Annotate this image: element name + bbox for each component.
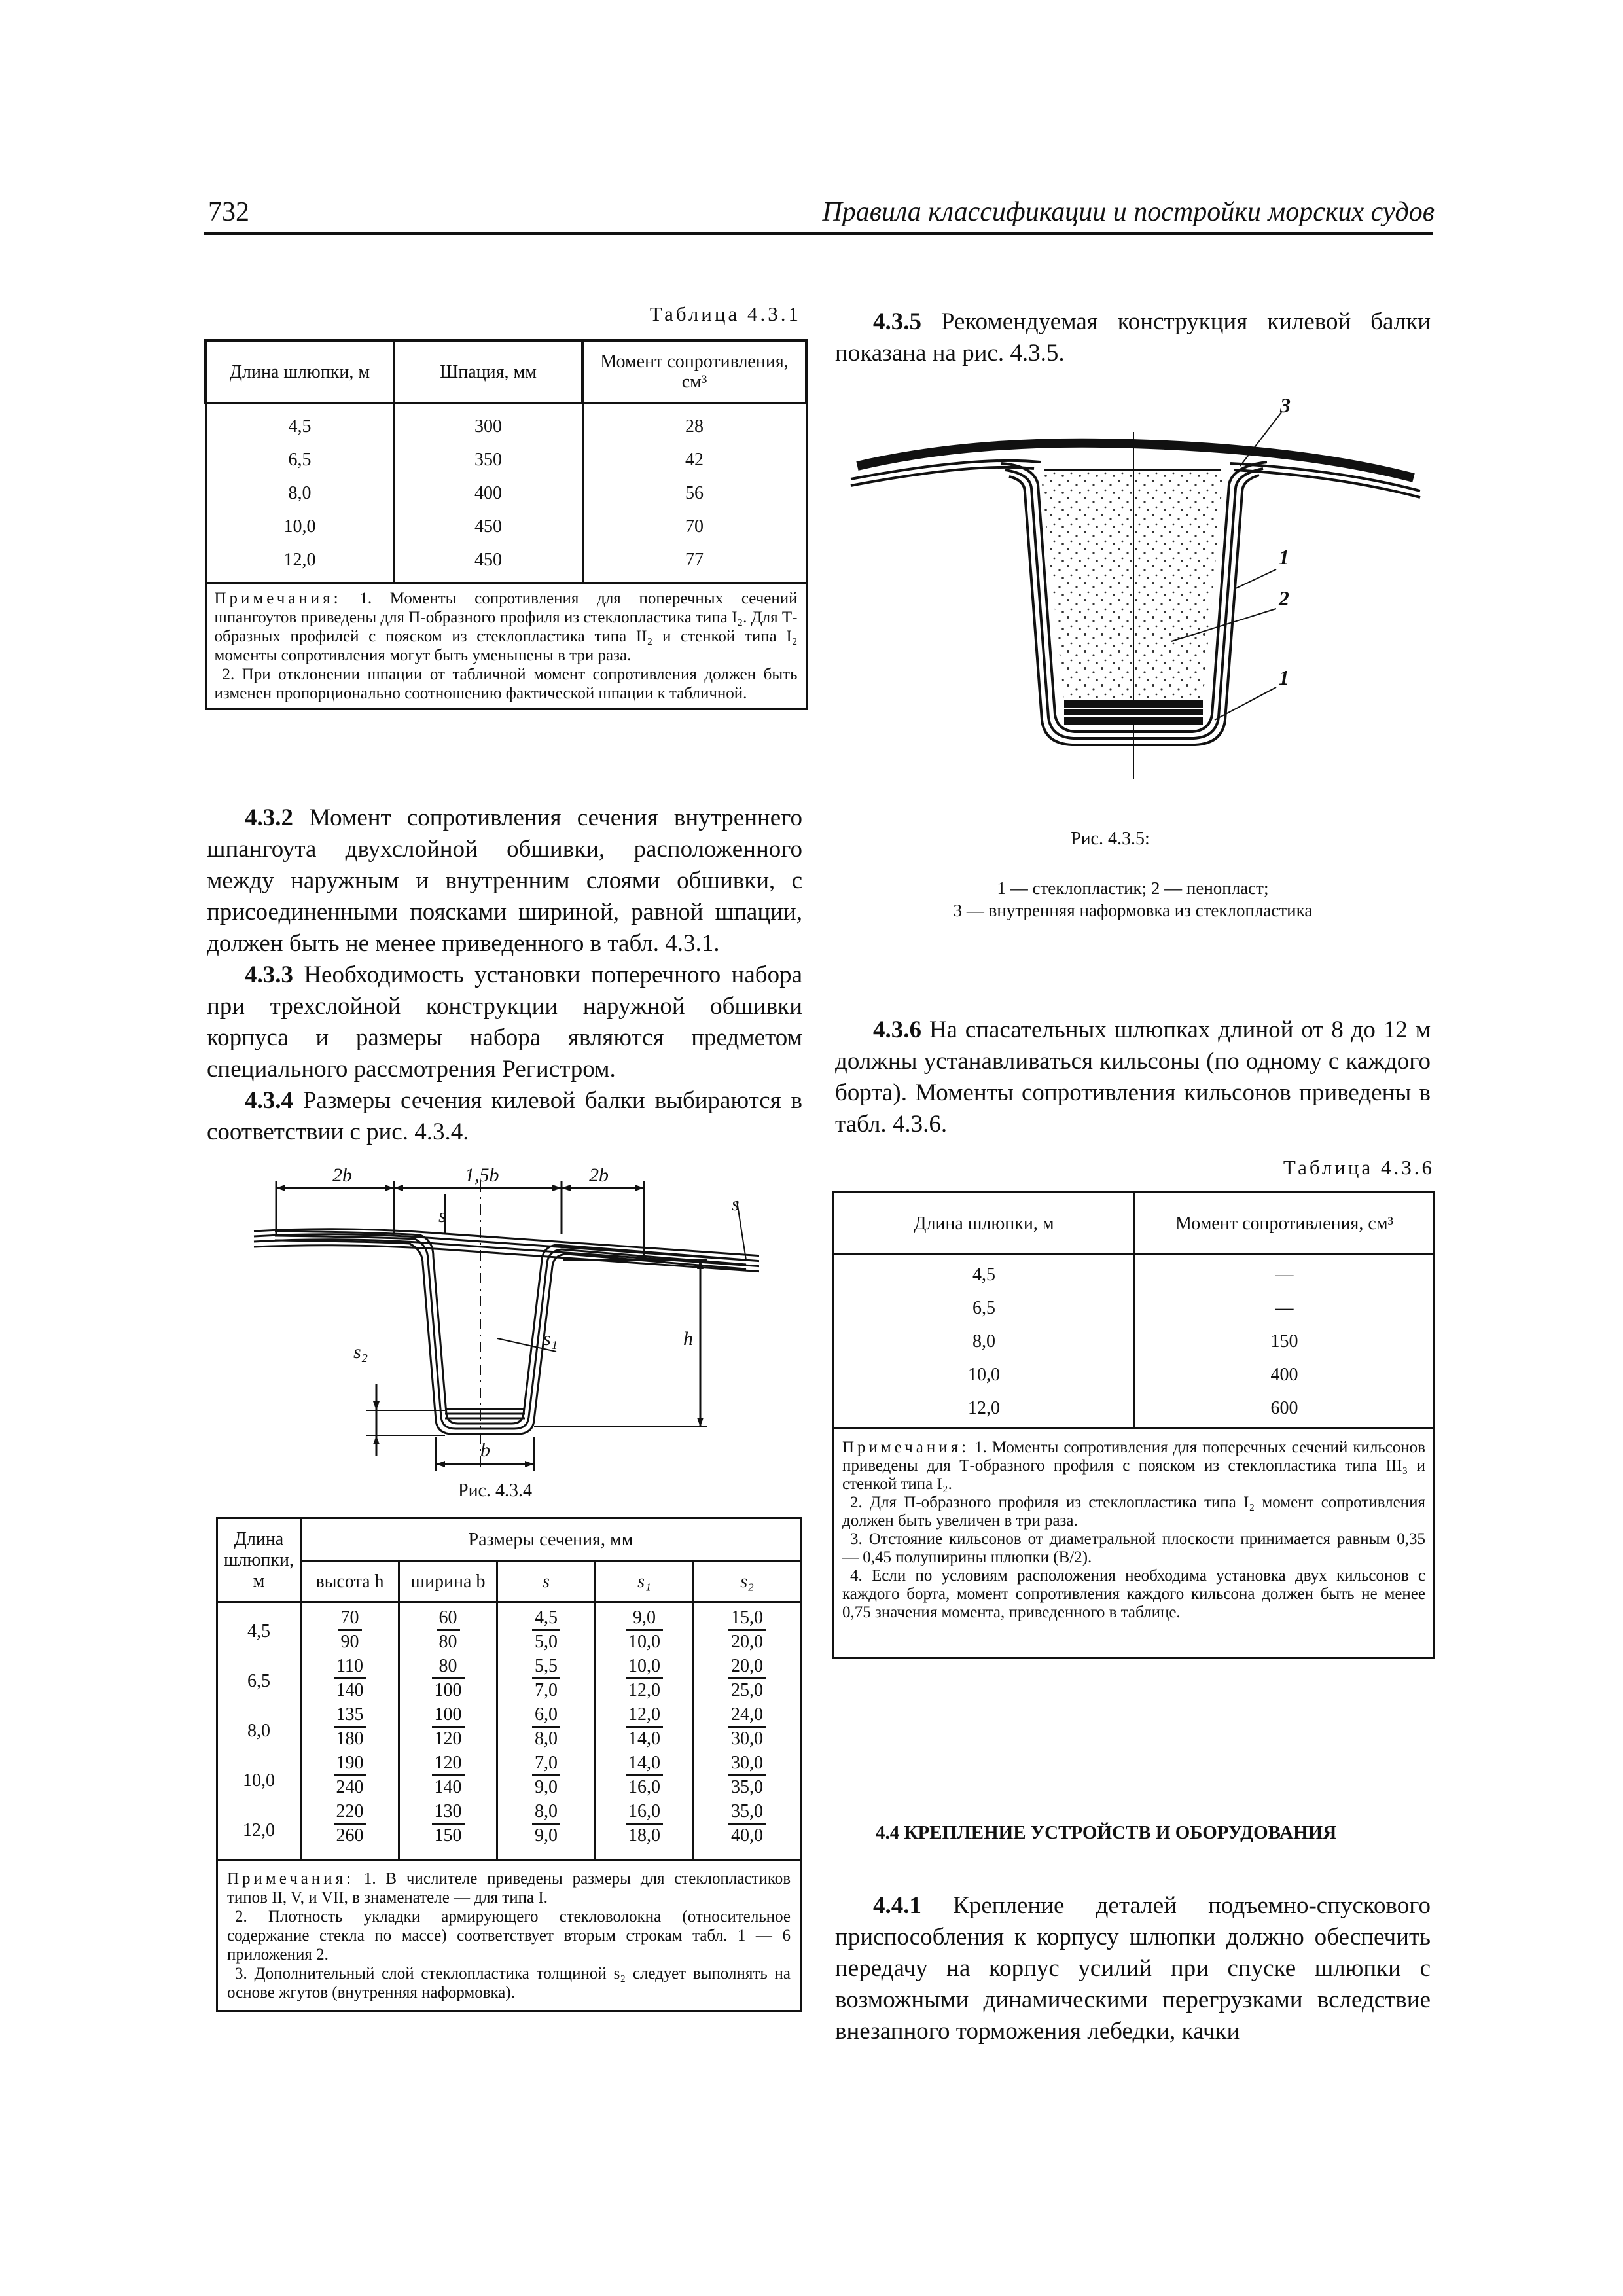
denominator: 180 xyxy=(336,1729,364,1749)
note-3: 3. Отстояние кильсонов от диаметральной плоскости принимается равным 0,35 — 0,45 полуширины шлюпки (B/2). xyxy=(842,1530,1425,1566)
numerator: 120 xyxy=(432,1752,465,1776)
denominator: 10,0 xyxy=(628,1632,660,1652)
table-cell: — xyxy=(1275,1298,1294,1318)
numerator: 80 xyxy=(432,1655,465,1679)
fig-434-label-b: b xyxy=(480,1439,490,1461)
left-text-block xyxy=(207,802,802,1148)
denominator: 8,0 xyxy=(535,1729,558,1749)
table-436-col-moment xyxy=(1135,1255,1435,1429)
clause-number: 4.3.4 xyxy=(245,1087,293,1114)
figure-434-caption: Рис. 4.3.4 xyxy=(458,1480,532,1501)
section-44-title: 4.4 КРЕПЛЕНИЕ УСТРОЙСТВ И ОБОРУДОВАНИЯ xyxy=(876,1822,1337,1843)
denominator: 80 xyxy=(438,1632,457,1652)
denominator: 90 xyxy=(340,1632,359,1652)
table-cell: 12,0 xyxy=(283,550,316,570)
fraction xyxy=(728,1655,766,1702)
fig-435-label-2: 2 xyxy=(1279,586,1289,610)
table-cell: 8,0 xyxy=(972,1331,995,1352)
denominator: 35,0 xyxy=(731,1777,763,1797)
fig-434-dim-2b-left: 2b xyxy=(332,1164,352,1186)
fig-435-label-3: 3 xyxy=(1280,393,1291,417)
clause-number: 4.3.2 xyxy=(245,804,293,831)
fig-434-dim-2b-right: 2b xyxy=(589,1164,609,1186)
fraction xyxy=(626,1655,663,1702)
table-cell: 10,0 xyxy=(283,516,316,537)
fraction xyxy=(334,1801,366,1847)
numerator: 14,0 xyxy=(626,1752,663,1776)
table-436-col-length xyxy=(834,1255,1135,1429)
table-434-header-b: ширина b xyxy=(399,1562,497,1602)
note-1: 1. В числителе приведены размеры для стеклопластиков типов II, V, и VII, в знаменателе — для типа I. xyxy=(227,1870,791,1907)
table-434 xyxy=(216,1517,802,2012)
table-434-notes xyxy=(217,1861,801,2011)
table-cell: 400 xyxy=(474,483,502,503)
table-434-header-s: s xyxy=(497,1562,596,1602)
table-cell: 6,5 xyxy=(288,450,312,470)
table-431-header-spacing: Шпация, мм xyxy=(394,340,582,403)
paragraph-text: Размеры сечения килевой балки выбираются в соответствии с рис. 4.3.4. xyxy=(207,1087,802,1145)
table-cell: 4,5 xyxy=(247,1621,270,1641)
fraction xyxy=(728,1752,766,1799)
table-cell: 8,0 xyxy=(247,1721,270,1741)
table-434-col-s2 xyxy=(694,1602,801,1861)
table-434-col-h xyxy=(301,1602,399,1861)
figure-435-legend xyxy=(835,877,1431,922)
fraction xyxy=(626,1752,663,1799)
paragraph-text: Необходимость установки поперечного набора при трехслойной конструкции наружной обшивки корпуса и размеры набора являются предметом специального рассмотрения Регистром. xyxy=(207,961,802,1083)
paragraph-text: Момент сопротивления сечения внутреннего шпангоута двухслойной обшивки, расположенного между наружным и внутренним слоями обшивки, с присоединенными поясками шириной, равной шпации, должен быть не менее приведенного в табл. 4.3.1. xyxy=(207,804,802,957)
table-cell: 42 xyxy=(685,450,704,470)
table-434-header-s1: s₁ xyxy=(596,1562,694,1602)
table-cell: 56 xyxy=(685,483,704,503)
table-434-header-length: Длина шлюпки, м xyxy=(217,1518,301,1602)
header-rule xyxy=(204,232,1433,235)
table-431-header-moment: Момент сопротивления, см³ xyxy=(582,340,806,403)
fraction xyxy=(532,1607,560,1653)
table-434-col-s1 xyxy=(596,1602,694,1861)
numerator: 4,5 xyxy=(532,1607,560,1631)
legend-line-2: 3 — внутренняя наформовка из стеклопластика xyxy=(953,901,1313,920)
denominator: 120 xyxy=(434,1729,462,1749)
table-431-header-length: Длина шлюпки, м xyxy=(205,340,394,403)
table-436-header-length: Длина шлюпки, м xyxy=(834,1193,1135,1255)
fig-434-label-s1: s₁ xyxy=(543,1328,558,1350)
note-2: 2. Плотность укладки армирующего стекловолокна (относительное содержание стекла по массе) соответствует вторым строкам табл. 1 — 6 приложения 2. xyxy=(227,1908,791,1964)
fig-434-label-h: h xyxy=(683,1328,693,1350)
table-cell: 350 xyxy=(474,450,502,470)
running-title: Правила классификации и постройки морских судов xyxy=(822,197,1435,227)
fraction xyxy=(334,1655,366,1702)
table-cell: 10,0 xyxy=(968,1365,1000,1385)
numerator: 60 xyxy=(437,1607,460,1631)
paragraph-text: На спасательных шлюпках длиной от 8 до 12 м должны устанавливаться кильсоны (по одному с каждого борта). Моменты сопротивления кильсонов приведены в табл. 4.3.6. xyxy=(835,1016,1431,1138)
numerator: 135 xyxy=(334,1704,366,1728)
table-434-col-s xyxy=(497,1602,596,1861)
paragraph-434 xyxy=(207,1085,802,1148)
table-cell: 400 xyxy=(1270,1365,1298,1385)
numerator: 6,0 xyxy=(532,1704,560,1728)
notes-lead: Примечания: xyxy=(227,1870,355,1888)
denominator: 7,0 xyxy=(535,1680,558,1700)
fraction xyxy=(334,1752,366,1799)
notes-lead: Примечания: xyxy=(842,1439,970,1456)
table-cell: 450 xyxy=(474,516,502,537)
table-434-header-s2: s₂ xyxy=(694,1562,801,1602)
numerator: 70 xyxy=(338,1607,362,1631)
paragraph-433 xyxy=(207,960,802,1085)
fraction xyxy=(728,1607,766,1653)
denominator: 30,0 xyxy=(731,1729,763,1749)
figure-435-keel-construction-drawing xyxy=(844,393,1433,798)
denominator: 140 xyxy=(434,1777,462,1797)
fraction xyxy=(432,1704,465,1750)
paragraph-text: Рекомендуемая конструкция килевой балки показана на рис. 4.3.5. xyxy=(835,308,1431,367)
table-cell: — xyxy=(1275,1265,1294,1285)
table-cell: 600 xyxy=(1270,1398,1298,1418)
table-436-header-moment: Момент сопротивления, см³ xyxy=(1135,1193,1435,1255)
numerator: 7,0 xyxy=(532,1752,560,1776)
fraction xyxy=(338,1607,362,1653)
numerator: 130 xyxy=(432,1801,465,1825)
denominator: 260 xyxy=(336,1825,364,1846)
fig-434-label-s-top: s xyxy=(438,1205,446,1227)
paragraph-436 xyxy=(835,1014,1431,1140)
page-number: 732 xyxy=(208,197,249,227)
fraction xyxy=(532,1752,560,1799)
figure-434-keel-section-drawing xyxy=(249,1162,759,1479)
table-434-col-length xyxy=(217,1602,301,1861)
note-3: 3. Дополнительный слой стеклопластика толщиной s₂ следует выполнять на основе жгутов (внутренняя наформовка). xyxy=(227,1965,791,2001)
paragraph-text: Крепление деталей подъемно-спускового приспособления к корпусу шлюпки должно обеспечить передачу на корпус усилий при спуске шлюпки с возможными динамическими перегрузками вследствие внезапного торможения лебедки, качки xyxy=(835,1892,1431,2045)
numerator: 100 xyxy=(432,1704,465,1728)
table-cell: 6,5 xyxy=(972,1298,995,1318)
table-431 xyxy=(204,339,808,710)
table-cell: 8,0 xyxy=(288,483,312,503)
table-431-caption: Таблица 4.3.1 xyxy=(649,302,801,325)
numerator: 220 xyxy=(334,1801,366,1825)
table-cell: 150 xyxy=(1270,1331,1298,1352)
denominator: 9,0 xyxy=(535,1777,558,1797)
denominator: 40,0 xyxy=(731,1825,763,1846)
denominator: 12,0 xyxy=(628,1680,660,1700)
table-cell: 70 xyxy=(685,516,704,537)
fig-434-label-s2: s₂ xyxy=(353,1341,368,1363)
fraction xyxy=(432,1655,465,1702)
table-434-header-h: высота h xyxy=(301,1562,399,1602)
denominator: 18,0 xyxy=(628,1825,660,1846)
clause-number: 4.3.3 xyxy=(245,961,293,988)
denominator: 9,0 xyxy=(535,1825,558,1846)
denominator: 5,0 xyxy=(535,1632,558,1652)
fraction xyxy=(432,1752,465,1799)
table-cell: 6,5 xyxy=(247,1671,270,1691)
table-436 xyxy=(832,1191,1435,1659)
fig-435-label-1-upper: 1 xyxy=(1279,545,1289,569)
notes-lead: Примечания: xyxy=(214,590,342,607)
numerator: 30,0 xyxy=(728,1752,766,1776)
table-431-col-moment xyxy=(582,403,806,583)
table-434-col-b xyxy=(399,1602,497,1861)
note-2: 2. Для П-образного профиля из стеклопластика типа I₂ момент сопротивления должен быть увеличен в три раза. xyxy=(842,1494,1425,1530)
denominator: 25,0 xyxy=(731,1680,763,1700)
fraction xyxy=(626,1607,663,1653)
numerator: 16,0 xyxy=(626,1801,663,1825)
table-431-notes xyxy=(205,583,806,709)
numerator: 24,0 xyxy=(728,1704,766,1728)
fraction xyxy=(432,1801,465,1847)
numerator: 190 xyxy=(334,1752,366,1776)
denominator: 20,0 xyxy=(731,1632,763,1652)
paragraph-441 xyxy=(835,1890,1431,2047)
numerator: 8,0 xyxy=(532,1801,560,1825)
clause-number: 4.3.5 xyxy=(873,308,921,335)
numerator: 12,0 xyxy=(626,1704,663,1728)
table-cell: 12,0 xyxy=(243,1820,275,1840)
table-431-col-spacing xyxy=(394,403,582,583)
denominator: 150 xyxy=(434,1825,462,1846)
numerator: 5,5 xyxy=(532,1655,560,1679)
fig-434-label-s-right: s xyxy=(732,1193,740,1215)
paragraph-435 xyxy=(835,306,1431,369)
table-cell: 4,5 xyxy=(972,1265,995,1285)
clause-number: 4.3.6 xyxy=(873,1016,921,1043)
table-436-notes xyxy=(834,1429,1435,1659)
denominator: 100 xyxy=(434,1680,462,1700)
numerator: 10,0 xyxy=(626,1655,663,1679)
note-1: 1. Моменты сопротивления для поперечных сечений кильсонов приведены для Т-образного профиля с пояском из стеклопластика типа III₃ и стенкой типа I₂. xyxy=(842,1439,1425,1493)
table-cell: 12,0 xyxy=(968,1398,1000,1418)
denominator: 240 xyxy=(336,1777,364,1797)
legend-line-1: 1 — стеклопластик; 2 — пенопласт; xyxy=(997,878,1269,898)
numerator: 20,0 xyxy=(728,1655,766,1679)
fraction xyxy=(334,1704,366,1750)
numerator: 110 xyxy=(334,1655,366,1679)
fraction xyxy=(626,1704,663,1750)
numerator: 9,0 xyxy=(626,1607,663,1631)
table-434-header-group: Размеры сечения, мм xyxy=(301,1518,801,1562)
table-436-caption: Таблица 4.3.6 xyxy=(1283,1156,1435,1179)
fraction xyxy=(728,1704,766,1750)
figure-435-caption: Рис. 4.3.5: xyxy=(1071,829,1150,849)
denominator: 16,0 xyxy=(628,1777,660,1797)
table-cell: 77 xyxy=(685,550,704,570)
fraction xyxy=(532,1704,560,1750)
table-cell: 10,0 xyxy=(243,1770,275,1791)
table-cell: 28 xyxy=(685,416,704,437)
fraction xyxy=(437,1607,460,1653)
clause-number: 4.4.1 xyxy=(873,1892,921,1919)
table-431-col-length xyxy=(205,403,394,583)
denominator: 14,0 xyxy=(628,1729,660,1749)
note-2: 2. При отклонении шпации от табличной момент сопротивления должен быть изменен пропорционально соотношению фактической шпации к табличной. xyxy=(214,666,798,702)
note-1: 1. Моменты сопротивления для поперечных сечений шпангоутов приведены для П-образного профиля из стеклопластика типа I₂. Для Т-образных профилей с пояском из стеклопластика типа II₂ и стенкой типа I₂ моменты сопротивления могут быть уменьшены в три раза. xyxy=(214,590,798,664)
fraction xyxy=(532,1801,560,1847)
numerator: 15,0 xyxy=(728,1607,766,1631)
fraction xyxy=(728,1801,766,1847)
table-cell: 450 xyxy=(474,550,502,570)
fig-434-dim-1-5b: 1,5b xyxy=(465,1164,499,1186)
fig-435-label-1-lower: 1 xyxy=(1279,666,1289,689)
note-4: 4. Если по условиям расположения необходима установка двух кильсонов с каждого борта, момент сопротивления каждого кильсона должен быть не менее 0,75 значения момента, приведенного в таблице. xyxy=(842,1567,1425,1621)
fraction xyxy=(532,1655,560,1702)
numerator: 35,0 xyxy=(728,1801,766,1825)
table-cell: 4,5 xyxy=(288,416,312,437)
table-cell: 300 xyxy=(474,416,502,437)
paragraph-432 xyxy=(207,802,802,960)
fraction xyxy=(626,1801,663,1847)
denominator: 140 xyxy=(336,1680,364,1700)
